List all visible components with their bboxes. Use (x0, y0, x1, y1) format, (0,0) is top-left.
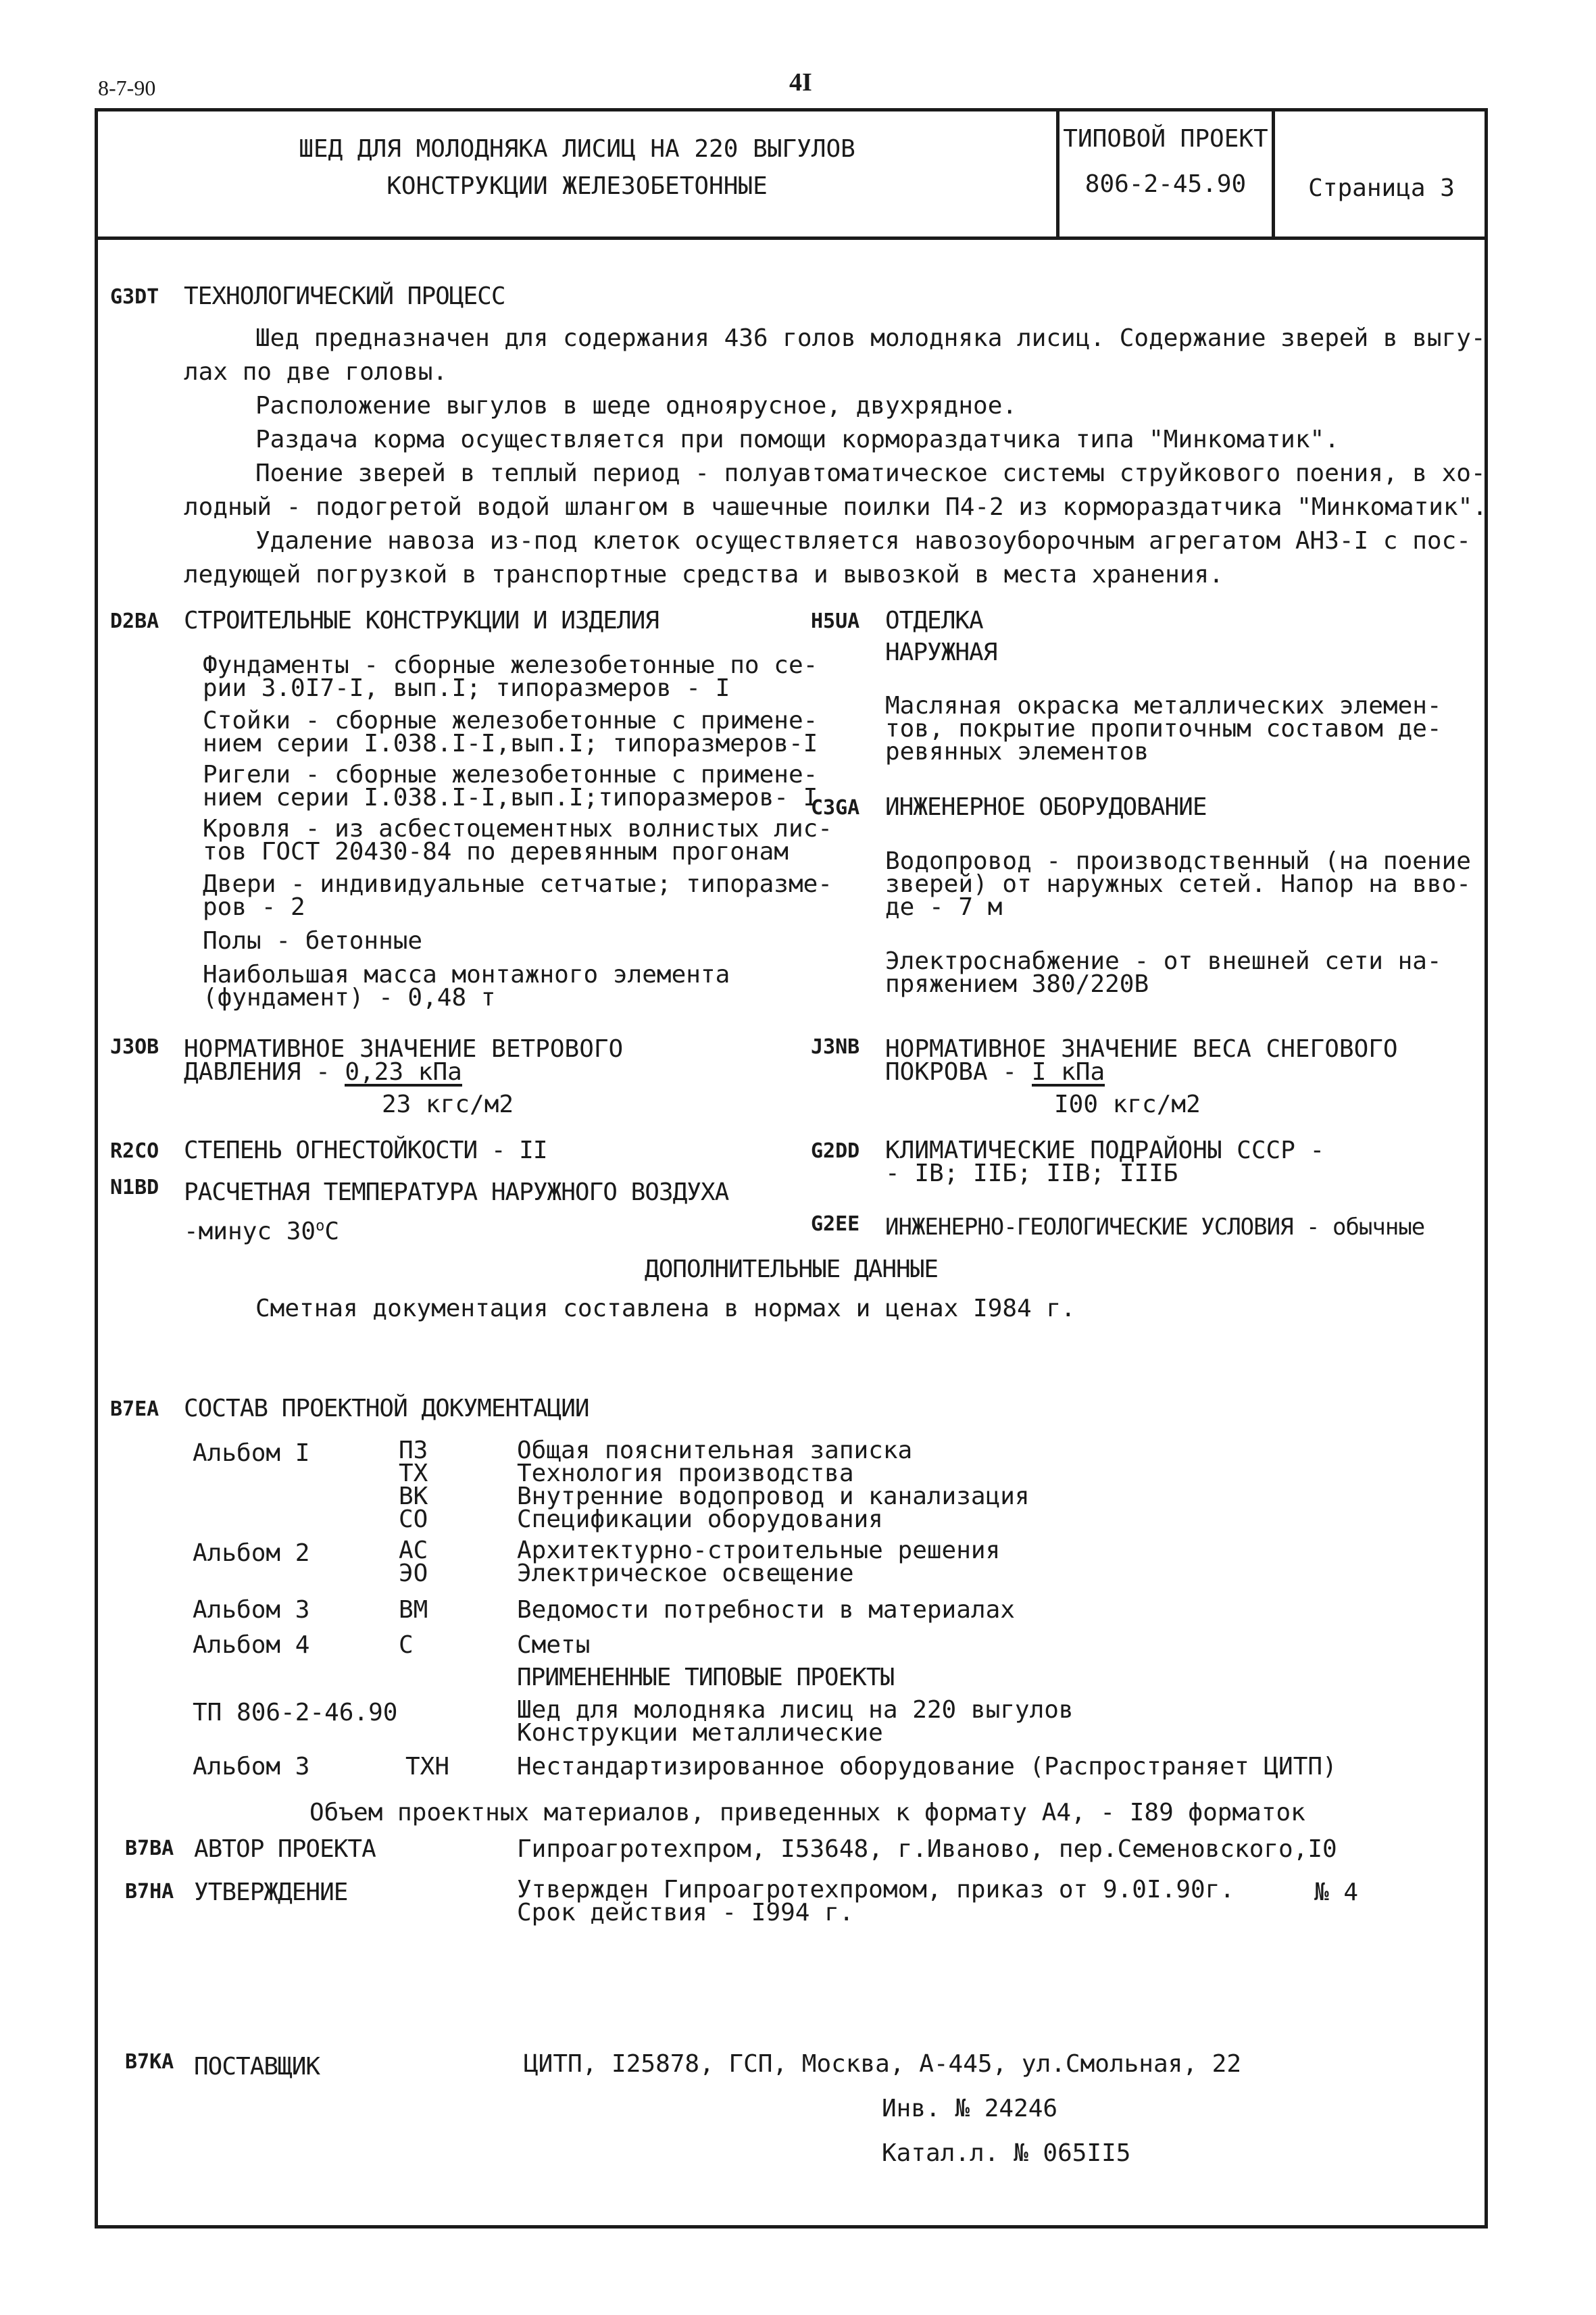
finishing-line: Масляная окраска металлических элемен- (885, 692, 1442, 720)
construction-item-line: ров - 2 (203, 893, 305, 921)
fire-text: СТЕПЕНЬ ОГНЕСТОЙКОСТИ - II (184, 1137, 547, 1164)
approval-label: УТВЕРЖДЕНИЕ (194, 1878, 348, 1906)
album-code: ТХ (399, 1460, 428, 1487)
project-label: ТИПОВОЙ ПРОЕКТ (1063, 125, 1268, 153)
tech-line: Расположение выгулов в шеде одноярусное, двухрядное. (255, 392, 1018, 420)
section-code-equipment: C3GA (811, 796, 860, 820)
tech-line: Поение зверей в теплый период - полуавтоматическое системы струйкового поения, в хо- (255, 459, 1486, 487)
header-title-line1: ШЕД ДЛЯ МОЛОДНЯКА ЛИСИЦ НА 220 ВЫГУЛОВ (299, 135, 855, 163)
album-code: АС (399, 1537, 428, 1564)
album-title: Электрическое освещение (517, 1560, 854, 1587)
sheet-number: 4I (789, 68, 812, 97)
water-line: Водопровод - производственный (на поение (885, 847, 1471, 875)
applied-projects-heading: ПРИМЕНЕННЫЕ ТИПОВЫЕ ПРОЕКТЫ (517, 1664, 895, 1691)
climate-line2: - IВ; IIБ; IIВ; IIIБ (885, 1160, 1178, 1187)
album-label: Альбом 2 (193, 1539, 310, 1567)
snow-line1: НОРМАТИВНОЕ ЗНАЧЕНИЕ ВЕСА СНЕГОВОГО (885, 1035, 1398, 1063)
album-code: ТХН (405, 1753, 450, 1781)
construction-item-line: нием серии I.038.I-I,вып.I; типоразмеров-I (203, 730, 818, 757)
author-text: Гипроагротехпром, I53648, г.Иваново, пер.Семеновского,I0 (517, 1835, 1337, 1863)
temp-value: -минус 30 (184, 1218, 316, 1245)
wind-value-kpa: 0,23 кПа (345, 1058, 462, 1086)
construction-item-line: Фундаменты - сборные железобетонные по се- (203, 651, 818, 679)
section-code-constructions: D2BA (110, 609, 159, 633)
constructions-heading: СТРОИТЕЛЬНЫЕ КОНСТРУКЦИИ И ИЗДЕЛИЯ (184, 607, 659, 634)
construction-item-line: рии 3.0I7-I, вып.I; типоразмеров - I (203, 674, 730, 702)
tech-line: Удаление навоза из-под клеток осуществляется навозоуборочным агрегатом АНЗ-I с пос- (255, 527, 1471, 555)
header-title-line2: КОНСТРУКЦИИ ЖЕЛЕЗОБЕТОННЫЕ (386, 172, 768, 200)
wind-line1: НОРМАТИВНОЕ ЗНАЧЕНИЕ ВЕТРОВОГО (184, 1035, 624, 1063)
album-code: ПЗ (399, 1437, 428, 1464)
section-code-composition: B7EA (110, 1397, 159, 1421)
supplier-text: ЦИТП, I25878, ГСП, Москва, А-445, ул.Смольная, 22 (524, 2050, 1242, 2078)
construction-item-line: нием серии I.038.I-I,вып.I;типоразмеров- I (203, 784, 818, 812)
finishing-line: ревянных элементов (885, 738, 1149, 766)
snow-value-kpa: I кПа (1031, 1058, 1105, 1086)
composition-heading: СОСТАВ ПРОЕКТНОЙ ДОКУМЕНТАЦИИ (184, 1395, 589, 1422)
finishing-line: тов, покрытие пропиточным составом де- (885, 715, 1442, 743)
tech-line: Шед предназначен для содержания 436 голов молодняка лисиц. Содержание зверей в выгу- (255, 324, 1486, 352)
album-title: Нестандартизированное оборудование (Распространяет ЦИТП) (517, 1753, 1337, 1781)
construction-item-line: тов ГОСТ 20430-84 по деревянным прогонам (203, 838, 789, 866)
finishing-subheading: НАРУЖНАЯ (885, 639, 997, 666)
wind-value-kgs: 23 кгс/м2 (382, 1091, 514, 1118)
album-title: Внутренние водопровод и канализация (517, 1483, 1030, 1510)
tp-title: Конструкции металлические (517, 1719, 883, 1747)
finishing-heading: ОТДЕЛКА (885, 607, 983, 634)
construction-item-line: Полы - бетонные (203, 927, 423, 955)
climate-line1: КЛИМАТИЧЕСКИЕ ПОДРАЙОНЫ СССР - (885, 1137, 1325, 1164)
snow-line2 (885, 1058, 1105, 1087)
temp-unit: С (324, 1218, 340, 1245)
tp-title: Шед для молодняка лисиц на 220 выгулов (517, 1696, 1074, 1724)
album-title: Архитектурно-строительные решения (517, 1537, 1001, 1564)
section-code-supplier: B7KA (125, 2050, 174, 2074)
section-code-climate: G2DD (811, 1139, 860, 1163)
section-code-tech: G3DT (110, 285, 159, 309)
construction-item-line: Двери - индивидуальные сетчатые; типоразме- (203, 870, 832, 898)
construction-item-line: Кровля - из асбестоцементных волнистых лис- (203, 815, 832, 843)
section-code-fire: R2CO (110, 1139, 159, 1163)
album-code: ВМ (399, 1596, 428, 1624)
construction-item-line: Ригели - сборные железобетонные с примене- (203, 761, 818, 789)
approval-line1: Утвержден Гипроагротехпромом, приказ от 9.0I.90г. (517, 1876, 1235, 1903)
section-code-author: B7BA (125, 1837, 174, 1860)
album-code: СО (399, 1505, 428, 1533)
header-divider-2 (1272, 108, 1275, 237)
supplier-label: ПОСТАВЩИК (194, 2053, 320, 2081)
water-line: де - 7 м (885, 893, 1003, 921)
construction-item-line: Наибольшая масса монтажного элемента (203, 961, 730, 989)
volume-text: Объем проектных материалов, приведенных к формату А4, - I89 форматок (309, 1799, 1305, 1826)
header-bottom-rule (95, 237, 1488, 240)
temp-line2 (184, 1218, 339, 1245)
section-code-snow: J3NB (811, 1035, 860, 1059)
section-code-wind: J3OB (110, 1035, 159, 1059)
geo-text: ИНЖЕНЕРНО-ГЕОЛОГИЧЕСКИЕ УСЛОВИЯ - обычные (885, 1214, 1425, 1241)
section-code-geo: G2EE (811, 1212, 860, 1236)
tech-line: лах по две головы. (184, 358, 448, 386)
approval-number: № 4 (1314, 1878, 1359, 1906)
construction-item-line: (фундамент) - 0,48 т (203, 984, 496, 1012)
power-line: Электроснабжение - от внешней сети на- (885, 947, 1442, 975)
wind-prefix: ДАВЛЕНИЯ - (184, 1058, 345, 1086)
tech-line: Раздача корма осуществляется при помощи кормораздатчика типа "Минкоматик". (255, 426, 1339, 453)
album-label: Альбом 3 (193, 1596, 310, 1624)
album-title: Сметы (517, 1631, 591, 1659)
catalog-number: Катал.л. № 065II5 (882, 2139, 1131, 2167)
album-title: Спецификации оборудования (517, 1505, 883, 1533)
tech-line: ледующей погрузкой в транспортные средства и вывозкой в места хранения. (184, 561, 1224, 589)
degree-sign: о (316, 1218, 325, 1235)
album-label: Альбом 3 (193, 1753, 310, 1781)
album-title: Технология производства (517, 1460, 854, 1487)
additional-heading: ДОПОЛНИТЕЛЬНЫЕ ДАННЫЕ (644, 1255, 939, 1283)
tp-label: ТП 806-2-46.90 (193, 1699, 398, 1726)
snow-value-kgs: I00 кгс/м2 (1054, 1091, 1201, 1118)
album-label: Альбом 4 (193, 1631, 310, 1659)
section-code-finishing: H5UA (811, 609, 860, 633)
construction-item-line: Стойки - сборные железобетонные с примене- (203, 707, 818, 735)
author-label: АВТОР ПРОЕКТА (194, 1835, 376, 1863)
equipment-heading: ИНЖЕНЕРНОЕ ОБОРУДОВАНИЕ (885, 793, 1207, 821)
project-number: 806-2-45.90 (1084, 170, 1247, 198)
album-title: Ведомости потребности в материалах (517, 1596, 1015, 1624)
additional-text: Сметная документация составлена в нормах и ценах I984 г. (255, 1295, 1076, 1322)
album-label: Альбом I (193, 1439, 310, 1467)
wind-line2 (184, 1058, 462, 1087)
tech-line: лодный - подогретой водой шлангом в чашечные поилки П4-2 из кормораздатчика "Минкоматик". (184, 493, 1487, 521)
power-line: пряжением 380/220В (885, 970, 1149, 998)
tech-heading: ТЕХНОЛОГИЧЕСКИЙ ПРОЦЕСС (184, 282, 505, 310)
approval-line2: Срок действия - I994 г. (517, 1899, 854, 1926)
section-code-temp: N1BD (110, 1176, 159, 1199)
album-title: Общая пояснительная записка (517, 1437, 913, 1464)
temp-line1: РАСЧЕТНАЯ ТЕМПЕРАТУРА НАРУЖНОГО ВОЗДУХА (184, 1178, 729, 1206)
snow-prefix: ПОКРОВА - (885, 1058, 1032, 1086)
section-code-approval: B7HA (125, 1880, 174, 1903)
page-label: Страница 3 (1308, 174, 1455, 202)
album-code: ВК (399, 1483, 428, 1510)
water-line: зверей) от наружных сетей. Напор на вво- (885, 870, 1471, 898)
inventory-number: Инв. № 24246 (882, 2095, 1058, 2122)
album-code: С (399, 1631, 414, 1659)
album-code: ЭО (399, 1560, 428, 1587)
document-date: 8-7-90 (98, 76, 156, 100)
